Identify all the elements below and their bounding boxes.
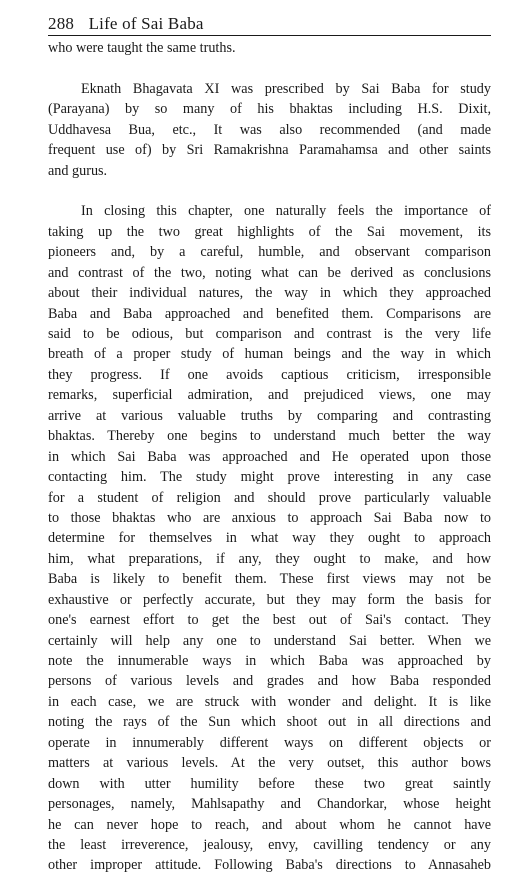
paragraph-spacer <box>48 181 491 201</box>
text-line: bhaktas. Thereby one begins to understand much better the way <box>48 428 491 445</box>
text-line: him, what preparations, if any, they ought to make, and how <box>48 550 491 567</box>
text-line: remarks, superficial admiration, and prejudiced views, one may <box>48 387 491 404</box>
text-line: Uddhavesa Bua, etc., It was also recommended (and made <box>48 121 491 138</box>
text-line: Eknath Bhagavata XI was prescribed by Sai Baba for study <box>81 80 491 97</box>
text-line: he can never hope to reach, and about whom he cannot have <box>48 816 491 833</box>
text-line: note the innumerable ways in which Baba was approached by <box>48 653 491 670</box>
text-line: and contrast of the two, noting what can be derived as conclusions <box>48 264 491 281</box>
text-line: one's earnest effort to get the best out of Sai's contact. They <box>48 612 491 629</box>
text-line: operate in innumerably different ways on different objects or <box>48 734 491 751</box>
paragraph <box>48 38 491 58</box>
text-line: determine for themselves in what way they ought to approach <box>48 530 491 547</box>
paragraph <box>48 79 491 181</box>
paragraph <box>48 201 491 875</box>
book-title: Life of Sai Baba <box>88 14 204 33</box>
text-line: pioneers and, by a careful, humble, and observant comparison <box>48 244 491 261</box>
book-page <box>48 14 491 876</box>
text-line: other improper attitude. Following Baba's directions to Annasaheb <box>48 857 491 874</box>
text-line: frequent use of) by Sri Ramakrishna Paramahamsa and other saints <box>48 142 491 159</box>
text-line: certainly will help any one to understand Sai better. When we <box>48 632 491 649</box>
text-line: personages, namely, Mahlsapathy and Chandorkar, whose height <box>48 796 491 813</box>
text-line: to those bhaktas who are anxious to approach Sai Baba now to <box>48 509 491 526</box>
text-line: arrive at various valuable truths by comparing and contrasting <box>48 407 491 424</box>
text-line: in which Sai Baba was approached and He operated upon those <box>48 448 491 465</box>
text-line: Baba and Baba approached and benefited them. Comparisons are <box>48 305 491 322</box>
text-line: contacting him. The study might prove interesting in any case <box>48 469 491 486</box>
running-header <box>48 14 491 36</box>
paragraph-spacer <box>48 58 491 78</box>
text-line: they progress. If one avoids captious criticism, irresponsible <box>48 366 491 383</box>
text-line: (Parayana) by so many of his bhaktas including H.S. Dixit, <box>48 101 491 118</box>
text-line: noting the rays of the Sun which shoot out in all directions and <box>48 714 491 731</box>
page-number: 288 <box>48 14 75 33</box>
text-line: matters at various levels. At the very outset, this author bows <box>48 755 491 772</box>
text-line: about their individual natures, the way in which they approached <box>48 285 491 302</box>
text-line: in each case, we are struck with wonder and delight. It is like <box>48 693 491 710</box>
text-line: who were taught the same truths. <box>48 40 236 56</box>
text-line: In closing this chapter, one naturally feels the importance of <box>81 203 491 220</box>
text-line: Baba is likely to benefit them. These first views may not be <box>48 571 491 588</box>
text-line: for a student of religion and should prove particularly valuable <box>48 489 491 506</box>
text-line: down with utter humility before these two great saintly <box>48 775 491 792</box>
text-line: exhaustive or perfectly accurate, but they may form the basis for <box>48 591 491 608</box>
text-line: said to be odious, but comparison and contrast is the very life <box>48 326 491 343</box>
text-line: and gurus. <box>48 162 108 179</box>
text-line: the least irreverence, jealousy, envy, cavilling tendency or any <box>48 836 491 853</box>
text-line: taking up the two great highlights of the Sai movement, its <box>48 223 491 240</box>
text-line: persons of various levels and grades and how Baba responded <box>48 673 491 690</box>
text-line: breath of a proper study of human beings and the way in which <box>48 346 491 363</box>
